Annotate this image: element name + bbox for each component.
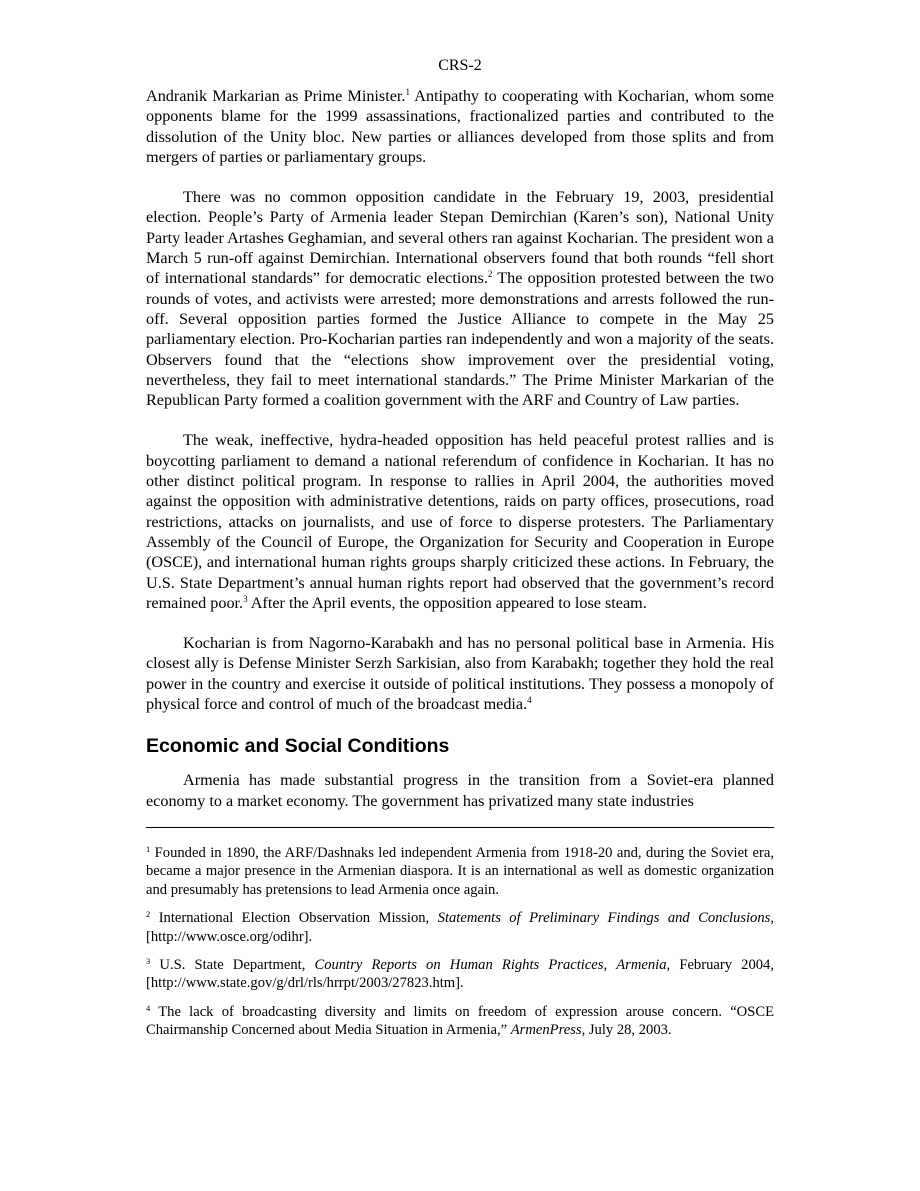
paragraph-text: After the April events, the opposition appeared to lose steam. bbox=[247, 593, 647, 612]
footnote-text: , July 28, 2003. bbox=[581, 1022, 672, 1039]
footnote bbox=[146, 1003, 774, 1040]
body-paragraph bbox=[146, 86, 774, 167]
footnote-number: 3 bbox=[146, 955, 151, 966]
paragraph-text: There was no common opposition candidate in the February 19, 2003, presidential election. People’s Party of Armenia leader Stepan Demirchian (Karen’s son), National Unity Party leader Artashes Geghamian, and several others ran against Kocharian. The president won a March 5 run-off against Demirchian. International observers found that both rounds “fell short of international standards” for democratic elections. bbox=[146, 188, 774, 288]
footnote-title: Statements of Preliminary Findings and Conclusions bbox=[437, 910, 771, 927]
footnote-ref[interactable]: 1 bbox=[405, 87, 410, 97]
body-paragraph bbox=[146, 430, 774, 613]
footnote-title: Armenia bbox=[616, 956, 667, 973]
document-page bbox=[146, 56, 774, 1050]
footnote-link[interactable]: , [http://www.osce.org/odihr]. bbox=[146, 910, 774, 945]
body-paragraph bbox=[146, 633, 774, 714]
footnote-ref[interactable]: 3 bbox=[243, 593, 248, 604]
footnote bbox=[146, 909, 774, 946]
section-heading: Economic and Social Conditions bbox=[146, 735, 450, 758]
footnote-number: 4 bbox=[146, 1002, 151, 1013]
footnote-number: 2 bbox=[146, 909, 151, 920]
footnote-title: Country Reports on Human Rights Practices bbox=[314, 956, 604, 973]
paragraph-text: Andranik Markarian as Prime Minister. bbox=[146, 87, 406, 105]
footnote-ref[interactable]: 2 bbox=[487, 269, 493, 280]
footnote bbox=[146, 844, 774, 899]
footnotes bbox=[146, 844, 774, 1040]
paragraph-text: The opposition protested between the two rounds of votes, and activists were arrested; more demonstrations and arrests followed the run-off. Several opposition parties formed the Justice Alliance to compete in the May 25 parliamentary election. Pro-Kocharian parties ran independently and won a majority of the seats. Observers found that the “elections show improvement over the presidential voting, nevertheless, they fail to meet international standards.” The Prime Minister Markarian of the Republican Party formed a coalition government with the ARF and Country of Law parties. bbox=[146, 269, 774, 410]
footnote-ref[interactable]: 4 bbox=[527, 695, 532, 706]
footnote bbox=[146, 956, 774, 993]
body-paragraph: Armenia has made substantial progress in the transition from a Soviet-era planned economy to a market economy. The government has privatized many state industries bbox=[146, 771, 774, 810]
footnote-text: U.S. State Department, bbox=[150, 956, 315, 973]
footnote-divider bbox=[146, 827, 774, 828]
paragraph-text: The weak, ineffective, hydra-headed opposition has held peaceful protest rallies and is boycotting parliament to demand a national referendum of confidence in Kocharian. It has no other distinct political program. In response to rallies in April 2004, the authorities moved against the opposition with administrative detentions, raids on party offices, prosecutions, road restrictions, attacks on journalists, and use of force to disperse protesters. The Parliamentary Assembly of the Council of Europe, the Organization for Security and Cooperation in Europe (OSCE), and international human rights groups sharply criticized these actions. In February, the U.S. State Department’s annual human rights report had observed that the government’s record remained poor. bbox=[146, 431, 774, 612]
footnote-text: International Election Observation Mission, bbox=[150, 910, 438, 927]
footnote-title: ArmenPress bbox=[510, 1022, 582, 1039]
body-paragraph bbox=[146, 187, 774, 410]
footnote-text: Founded in 1890, the ARF/Dashnaks led independent Armenia from 1918-20 and, during the Soviet era, became a major presence in the Armenian diaspora. It is an international as well as domestic organization and presumably has pretensions to lead Armenia once again. bbox=[146, 844, 774, 898]
footnote-text: , bbox=[603, 956, 617, 973]
paragraph-text: Antipathy to cooperating with Kocharian, whom some opponents blame for the 1999 assassinations, fractionalized parties and contributed to the dissolution of the Unity bloc. New parties or alliances developed from those splits and from mergers of parties or parliamentary groups. bbox=[146, 87, 774, 166]
footnote-number: 1 bbox=[146, 843, 151, 854]
page-header: CRS-2 bbox=[438, 57, 482, 74]
paragraph-text: Kocharian is from Nagorno-Karabakh and has no personal political base in Armenia. His closest ally is Defense Minister Serzh Sarkisian, also from Karabakh; together they hold the real power in the country and exercise it outside of political institutions. They possess a monopoly of physical force and control of much of the broadcast media. bbox=[146, 634, 774, 714]
footnote-link[interactable]: , February 2004, [http://www.state.gov/g/drl/rls/hrrpt/2003/27823.htm]. bbox=[146, 956, 774, 992]
footnote-text: The lack of broadcasting diversity and limits on freedom of expression arouse concern. “OSCE Chairmanship Concerned about Media Situation in Armenia,” bbox=[146, 1003, 774, 1039]
